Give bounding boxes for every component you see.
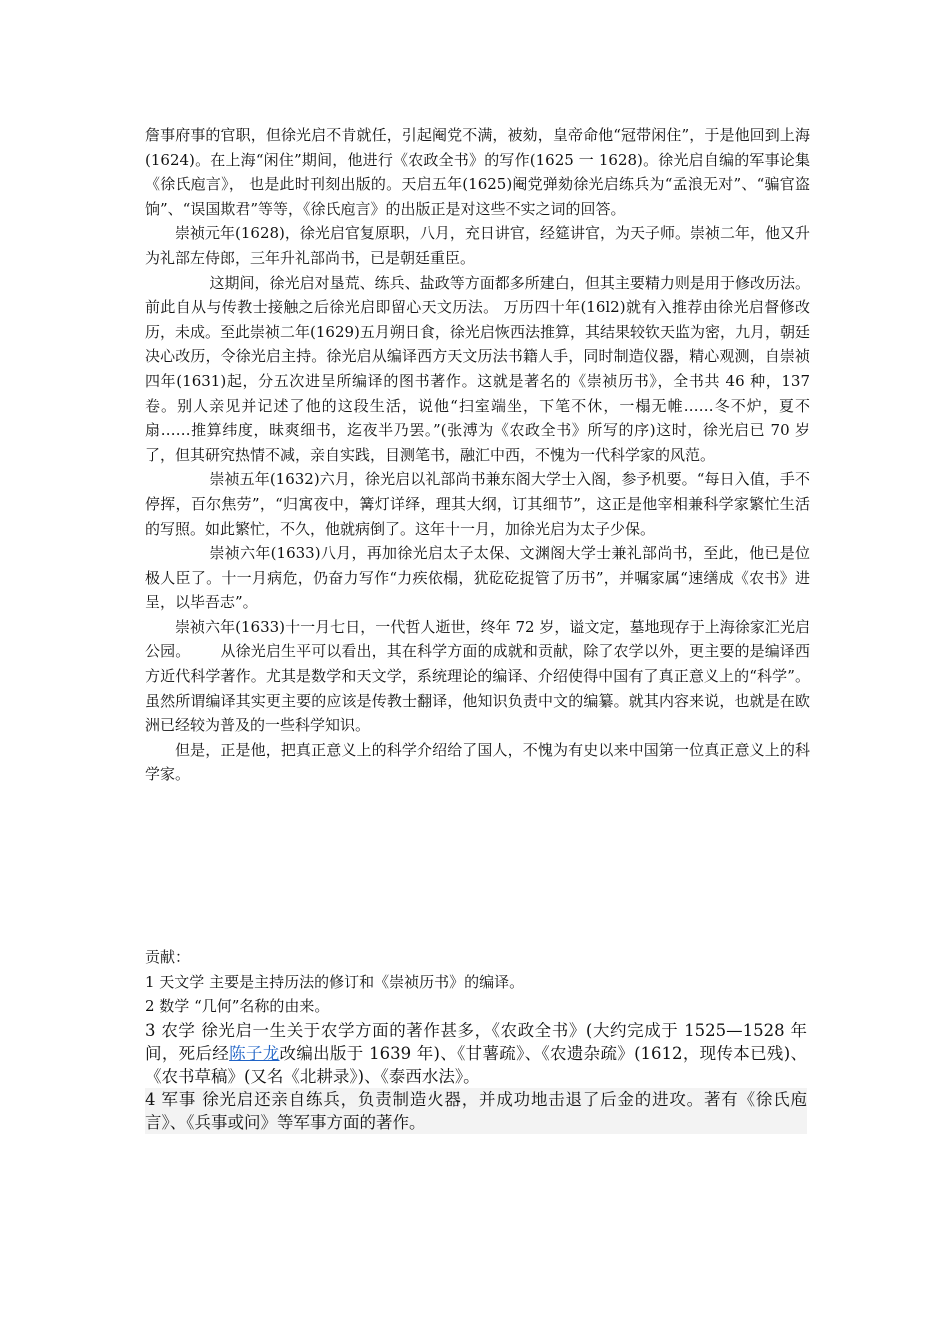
contribution-item-4: 4 军事 徐光启还亲自练兵，负责制造火器，并成功地击退了后金的进攻。著有《徐氏庖言》、《兵事或问》等军事方面的著作。 — [145, 1089, 807, 1132]
item-3-text-after: 改编出版于 1639 年)、《甘薯疏》、《农遗杂疏》(1612，现传本已残)、《农书草稿》(又名《北耕录》)、《泰西水法》。 — [145, 1043, 808, 1086]
item-3-text-before: 3 农学 徐光启一生关于农学方面的著作甚多，《农政全书》(大约完成于 1525—1528 年间，死后经 — [145, 1020, 807, 1063]
contribution-item-3 — [145, 1019, 807, 1088]
paragraph-3: 这期间，徐光启对垦荒、练兵、盐政等方面都多所建白，但其主要精力则是用于修改历法。前此自从与传教士接触之后徐光启即留心天文历法。 万历四十年(16l2)就有入推荐由徐光启督修改历，未成。至此崇祯二年(1629)五月朔日食，徐光启恢西法推算，其结果较钦天监为密，九月，朝廷决心改历，令徐光启主持。徐光启从编译西方天文历法书籍人手，同时制造仪器，精心观测，自崇祯四年(1631)起，分五次进呈所编译的图书著作。这就是著名的《崇祯历书》，全书共 46 种，137 卷。别人亲见并记述了他的这段生活，说他“扫室端坐，下笔不休，一榻无帷……冬不炉，夏不扇……推算纬度，昧爽细书，迄夜半乃罢。”(张溥为《农政全书》所写的序)这时，徐光启已 70 岁了，但其研究热情不减，亲自实践，目测笔书，融汇中西，不愧为一代科学家的风范。 — [145, 273, 810, 464]
paragraph-6 — [145, 615, 810, 738]
chen-zilong-link[interactable]: 陈子龙 — [229, 1043, 280, 1063]
paragraph-2: 崇祯元年(1628)，徐光启官复原职，八月，充日讲官，经筵讲官，为天子师。崇祯二年，他又升为礼部左侍郎，三年升礼部尚书，已是朝廷重臣。 — [145, 224, 810, 267]
paragraph-6-part-b: 从徐光启生平可以看出，其在科学方面的成就和贡献，除了农学以外，更主要的是编译西方近代科学著作。尤其是数学和天文学，系统理论的编译、介绍使得中国有了真正意义上的“科学”。虽然所谓编译其实更主要的应该是传教士翻译，他知识负责中文的编纂。就其内容来说，也就是在欧洲已经较为普及的一些科学知识。 — [145, 642, 810, 735]
paragraph-4: 崇祯五年(1632)六月，徐光启以礼部尚书兼东阁大学士入阁，参予机要。“每日入值，手不停挥，百尔焦劳”，“归寓夜中，篝灯详绎，理其大纲，订其细节”，这正是他宰相兼科学家繁忙生活的写照。如此繁忙，不久，他就病倒了。这年十一月，加徐光启为太子少保。 — [145, 470, 810, 538]
paragraph-1: 詹事府事的官职，但徐光启不肯就任，引起阉党不满，被劾，皇帝命他“冠带闲住”，于是他回到上海(1624)。在上海“闲住”期间，他进行《农政全书》的写作(1625 一 1628)。徐光启自编的军事论集《徐氏庖言》， 也是此时刊刻出版的。天启五年(1625)阉党弹劾徐光启练兵为“孟浪无对”、“骗官盗饷”、“误国欺君”等等，《徐氏庖言》的出版正是对这些不实之词的回答。 — [145, 126, 810, 218]
contributions-heading: 贡献： — [145, 948, 191, 966]
paragraph-7: 但是，正是他，把真正意义上的科学介绍给了国人，不愧为有史以来中国第一位真正意义上的科学家。 — [145, 740, 810, 784]
contributions-section — [145, 945, 807, 1134]
contribution-item-2: 2 数学 “几何”名称的由来。 — [145, 997, 330, 1015]
biography-text — [145, 123, 810, 787]
paragraph-6-part-a: 崇祯六年(1633)十一月七日，一代哲人逝世，终年 72 岁，谥文定，墓地现存于上海徐家汇光启公园。 — [145, 617, 810, 661]
contribution-item-1: 1 天文学 主要是主持历法的修订和《崇祯历书》的编译。 — [145, 972, 525, 991]
paragraph-5: 崇祯六年(1633)八月，再加徐光启太子太保、文渊阁大学士兼礼部尚书，至此，他已是位极人臣了。十一月病危，仍奋力写作“力疾依榻，犹矻矻捉管了历书”，并嘱家属“速缮成《农书》进呈，以毕吾志”。 — [145, 544, 810, 612]
